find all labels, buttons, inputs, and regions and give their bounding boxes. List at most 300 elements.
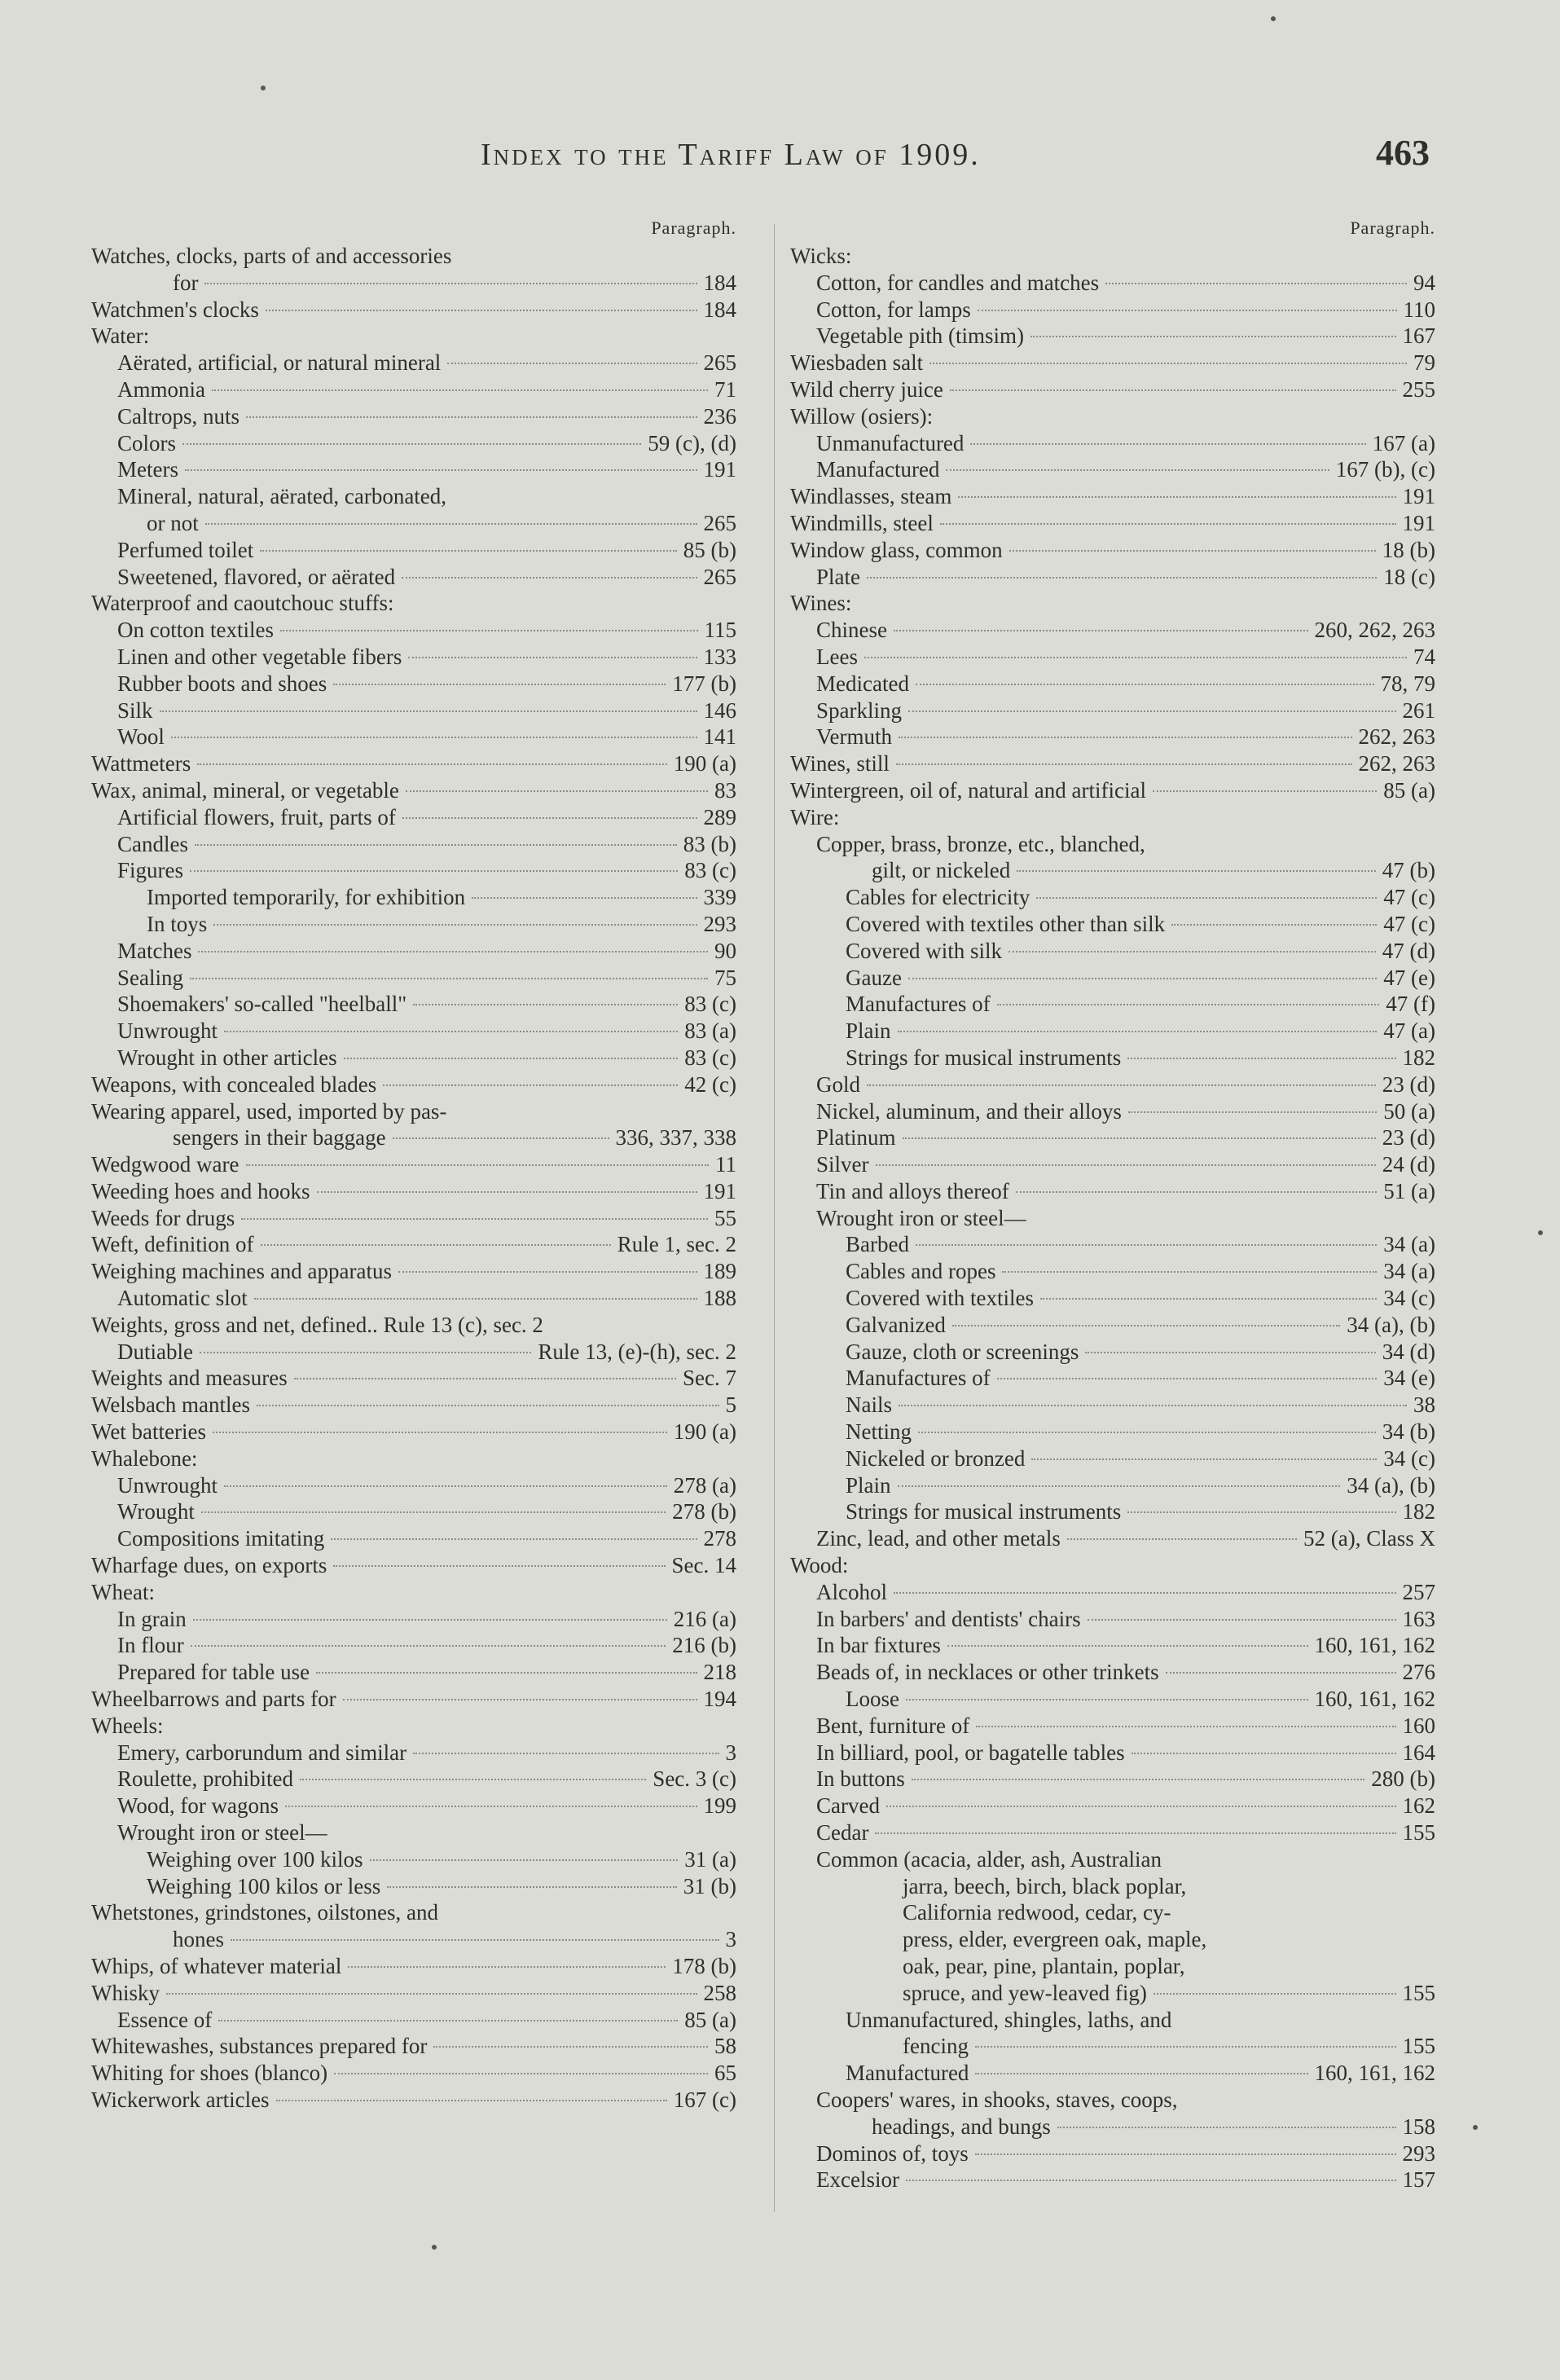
entry-term: Weights, gross and net, defined.. Rule 13 (c), sec. 2 — [91, 1312, 543, 1337]
dot-leader — [1105, 283, 1407, 284]
entry-paragraph-ref: 83 — [714, 777, 736, 803]
index-entry — [91, 1151, 743, 1178]
index-entry — [91, 1392, 743, 1419]
entry-term: Welsbach mantles — [91, 1392, 251, 1418]
entry-paragraph-ref: 265 — [703, 510, 736, 535]
dot-leader — [213, 924, 697, 926]
entry-term: Cotton, for lamps — [816, 297, 971, 322]
entry-term: Weft, definition of — [91, 1232, 254, 1257]
entry-term: California redwood, cedar, cy- — [903, 1900, 1171, 1925]
entry-term: Wrought iron or steel— — [117, 1820, 327, 1845]
index-entry — [91, 270, 743, 297]
index-entry — [790, 297, 1442, 323]
index-entry — [790, 1472, 1442, 1499]
entry-term: Sealing — [117, 965, 183, 990]
entry-term: Whitewashes, substances prepared for — [91, 2034, 428, 2059]
entry-term: hones — [173, 1927, 224, 1952]
index-entry — [790, 323, 1442, 350]
dot-leader — [946, 469, 1329, 471]
index-entry — [91, 1258, 743, 1285]
index-entry — [91, 1926, 743, 1953]
entry-paragraph-ref: 23 (d) — [1382, 1125, 1435, 1150]
index-entry — [790, 243, 1442, 270]
entry-paragraph-ref: 280 (b) — [1371, 1766, 1435, 1792]
entry-paragraph-ref: 47 (e) — [1383, 965, 1435, 990]
entry-term: Silver — [816, 1152, 869, 1177]
entry-term: Willow (osiers): — [790, 403, 934, 429]
dot-leader — [903, 1137, 1376, 1139]
entry-paragraph-ref: 74 — [1413, 644, 1435, 669]
entry-paragraph-ref: 191 — [703, 1178, 736, 1203]
index-column-left — [91, 213, 743, 2114]
dot-leader — [1031, 1458, 1377, 1460]
index-entry — [91, 1419, 743, 1445]
dot-leader — [257, 1405, 718, 1406]
dot-leader — [280, 630, 698, 631]
dot-leader — [246, 1164, 709, 1166]
dot-leader — [171, 737, 697, 738]
entry-paragraph-ref: 160, 161, 162 — [1314, 2061, 1435, 2086]
index-entry — [790, 1312, 1442, 1339]
entry-paragraph-ref: 257 — [1402, 1579, 1435, 1604]
dot-leader — [261, 1244, 611, 1246]
entry-paragraph-ref: 34 (c) — [1383, 1445, 1435, 1471]
dot-leader — [213, 1432, 667, 1433]
entry-paragraph-ref: 167 (a) — [1372, 430, 1435, 455]
dot-leader — [997, 1378, 1378, 1379]
entry-paragraph-ref: 216 (a) — [673, 1606, 736, 1631]
entry-term: gilt, or nickeled — [872, 858, 1011, 883]
entry-term: for — [173, 270, 199, 295]
dot-leader — [929, 363, 1407, 364]
entry-term: Weeds for drugs — [91, 1205, 235, 1230]
index-entry — [91, 1285, 743, 1312]
dot-leader — [331, 1538, 697, 1540]
dot-leader — [875, 1832, 1395, 1834]
dot-leader — [978, 310, 1397, 311]
entry-paragraph-ref: 85 (a) — [684, 2007, 736, 2032]
entry-paragraph-ref: 42 (c) — [684, 1071, 736, 1097]
entry-paragraph-ref: 50 (a) — [1383, 1098, 1435, 1124]
dot-leader — [906, 2180, 1396, 2181]
dot-leader — [294, 1378, 676, 1379]
index-entry — [790, 2087, 1442, 2114]
entry-term: Unmanufactured, shingles, laths, and — [846, 2007, 1172, 2032]
dot-leader — [916, 684, 1374, 685]
index-entry — [91, 1766, 743, 1793]
entry-term: Wood: — [790, 1553, 849, 1578]
dot-leader — [370, 1859, 679, 1861]
dot-leader — [975, 2153, 1396, 2155]
entry-paragraph-ref: 34 (a) — [1383, 1232, 1435, 1257]
index-entry — [91, 1445, 743, 1472]
entry-paragraph-ref: 155 — [1402, 1820, 1435, 1845]
entry-term: Weights and measures — [91, 1366, 288, 1391]
entry-paragraph-ref: 55 — [714, 1205, 736, 1230]
page-title: Index to the Tariff Law of 1909. — [481, 138, 981, 172]
entry-paragraph-ref: 276 — [1402, 1660, 1435, 1685]
entry-term: Whips, of whatever material — [91, 1954, 342, 1978]
entry-paragraph-ref: 155 — [1402, 2034, 1435, 2059]
entry-term: Unwrought — [117, 1472, 218, 1498]
dot-leader — [906, 1699, 1308, 1700]
entry-term: Weighing 100 kilos or less — [147, 1873, 381, 1898]
entry-paragraph-ref: Sec. 3 (c) — [653, 1766, 736, 1792]
dot-leader — [1030, 336, 1396, 337]
entry-term: Wedgwood ware — [91, 1152, 239, 1177]
entry-paragraph-ref: 278 (a) — [673, 1472, 736, 1498]
dot-leader — [864, 657, 1407, 658]
dot-leader — [276, 2100, 667, 2101]
dot-leader — [867, 1084, 1376, 1086]
index-entry — [790, 1151, 1442, 1178]
entry-term: Waterproof and caoutchouc stuffs: — [91, 591, 394, 616]
entry-paragraph-ref: 24 (d) — [1382, 1152, 1435, 1177]
index-entry — [91, 456, 743, 483]
entry-paragraph-ref: 191 — [1402, 510, 1435, 535]
entry-term: Platinum — [816, 1125, 896, 1150]
dot-leader — [393, 1137, 609, 1139]
dot-leader — [246, 416, 697, 418]
index-entry — [91, 1819, 743, 1846]
dot-leader — [867, 577, 1377, 579]
index-entry — [790, 2033, 1442, 2060]
index-entry — [91, 1953, 743, 1980]
entry-paragraph-ref: 85 (b) — [683, 537, 736, 562]
index-entry — [91, 911, 743, 938]
entry-paragraph-ref: Sec. 14 — [671, 1553, 736, 1578]
dot-leader — [1009, 550, 1376, 552]
index-entry — [91, 831, 743, 858]
entry-term: Compositions imitating — [117, 1526, 325, 1551]
entry-paragraph-ref: 260, 262, 263 — [1314, 618, 1435, 643]
index-entry — [91, 617, 743, 644]
dot-leader — [472, 897, 697, 899]
index-entry — [790, 697, 1442, 724]
entry-paragraph-ref: 163 — [1402, 1606, 1435, 1631]
entry-paragraph-ref: 51 (a) — [1383, 1178, 1435, 1203]
entry-term: Zinc, lead, and other metals — [816, 1526, 1061, 1551]
entry-paragraph-ref: 47 (b) — [1382, 858, 1435, 883]
entry-paragraph-ref: 90 — [714, 938, 736, 963]
entry-term: Meters — [117, 457, 178, 482]
index-entry — [790, 376, 1442, 403]
entry-term: In bar fixtures — [816, 1633, 941, 1658]
dot-leader — [908, 710, 1396, 712]
dot-leader — [1088, 1619, 1396, 1621]
index-entry — [91, 1312, 743, 1339]
entry-term: In barbers' and dentists' chairs — [816, 1606, 1081, 1631]
entry-term: Dominos of, toys — [816, 2140, 969, 2166]
entry-term: Copper, brass, bronze, etc., blanched, — [816, 831, 1145, 856]
dot-leader — [224, 1485, 667, 1487]
dot-leader — [190, 978, 708, 979]
index-entry — [91, 1045, 743, 1071]
index-entry — [790, 2140, 1442, 2167]
index-entries — [790, 243, 1442, 2193]
entry-term: In grain — [117, 1606, 187, 1631]
paper-speck — [1271, 16, 1276, 21]
entry-term: Weeding hoes and hooks — [91, 1178, 310, 1203]
index-entries — [91, 243, 743, 2114]
dot-leader — [886, 1806, 1396, 1807]
entry-paragraph-ref: 83 (a) — [684, 1018, 736, 1044]
dot-leader — [894, 1592, 1396, 1594]
entry-paragraph-ref: 3 — [725, 1927, 736, 1952]
entry-paragraph-ref: 189 — [703, 1259, 736, 1284]
dot-leader — [231, 1939, 719, 1941]
entry-term: Window glass, common — [790, 537, 1003, 562]
entry-paragraph-ref: 23 (d) — [1382, 1071, 1435, 1097]
entry-term: sengers in their baggage — [173, 1125, 386, 1150]
dot-leader — [190, 870, 678, 872]
entry-term: Covered with textiles other than silk — [846, 911, 1166, 936]
entry-term: Weighing over 100 kilos — [147, 1846, 363, 1872]
dot-leader — [1040, 1298, 1377, 1300]
entry-term: Imported temporarily, for exhibition — [147, 885, 466, 910]
entry-paragraph-ref: 34 (a) — [1383, 1259, 1435, 1284]
index-entry — [91, 483, 743, 510]
dot-leader — [160, 710, 697, 712]
index-entry — [91, 2060, 743, 2087]
entry-paragraph-ref: 184 — [703, 297, 736, 322]
entry-paragraph-ref: 293 — [703, 911, 736, 936]
entry-term: Wrought iron or steel— — [816, 1205, 1026, 1230]
index-entry — [790, 777, 1442, 804]
index-entry — [91, 697, 743, 724]
entry-term: Nails — [846, 1392, 892, 1418]
entry-term: fencing — [903, 2034, 969, 2059]
dot-leader — [1153, 790, 1377, 792]
entry-term: Unwrought — [117, 1018, 218, 1044]
entry-paragraph-ref: 34 (b) — [1382, 1419, 1435, 1445]
entry-paragraph-ref: 71 — [714, 376, 736, 402]
entry-term: Wines: — [790, 591, 852, 616]
entry-term: Wheels: — [91, 1713, 164, 1738]
index-entry — [91, 376, 743, 403]
entry-term: or not — [147, 510, 199, 535]
entry-term: Wet batteries — [91, 1419, 207, 1445]
dot-leader — [896, 763, 1352, 765]
entry-paragraph-ref: 38 — [1413, 1392, 1435, 1418]
entry-term: Carved — [816, 1793, 880, 1819]
index-entry — [790, 617, 1442, 644]
entry-term: Nickeled or bronzed — [846, 1445, 1026, 1471]
index-entry — [790, 2060, 1442, 2087]
index-entry — [790, 2007, 1442, 2034]
entry-term: Covered with textiles — [846, 1286, 1034, 1311]
index-entry — [91, 2087, 743, 2114]
dot-leader — [195, 844, 677, 846]
entry-paragraph-ref: 5 — [725, 1392, 736, 1418]
dot-leader — [433, 2046, 708, 2048]
paper-speck — [432, 2245, 437, 2250]
index-entry — [91, 323, 743, 350]
index-entry — [790, 590, 1442, 617]
dot-leader — [191, 1645, 666, 1647]
entry-paragraph-ref: 47 (c) — [1383, 885, 1435, 910]
dot-leader — [193, 1619, 667, 1621]
index-entry — [790, 1071, 1442, 1098]
index-entry — [91, 243, 743, 270]
column-heading: Paragraph. — [651, 218, 736, 238]
column-divider — [774, 224, 775, 2212]
entry-paragraph-ref: 158 — [1402, 2114, 1435, 2139]
entry-term: Plain — [846, 1018, 891, 1044]
index-entry — [790, 1793, 1442, 1819]
page-number: 463 — [1376, 133, 1430, 173]
entry-term: Netting — [846, 1419, 912, 1445]
entry-term: Wheat: — [91, 1579, 155, 1604]
entry-term: Prepared for table use — [117, 1660, 310, 1685]
entry-term: jarra, beech, birch, black poplar, — [903, 1873, 1187, 1898]
index-entry — [91, 403, 743, 430]
index-entry — [91, 777, 743, 804]
paper-speck — [1538, 1230, 1543, 1235]
entry-term: oak, pear, pine, plantain, poplar, — [903, 1954, 1185, 1978]
index-entry — [790, 1766, 1442, 1793]
index-entry — [91, 1899, 743, 1926]
entry-term: Perfumed toilet — [117, 537, 254, 562]
index-entry — [91, 857, 743, 884]
index-entry — [790, 671, 1442, 697]
entry-paragraph-ref: 83 (c) — [684, 858, 736, 883]
entry-paragraph-ref: 18 (b) — [1382, 537, 1435, 562]
index-entry — [91, 1980, 743, 2007]
dot-leader — [1009, 951, 1376, 952]
entry-term: Coopers' wares, in shooks, staves, coops, — [816, 2087, 1178, 2112]
entry-paragraph-ref: 18 (c) — [1383, 564, 1435, 589]
entry-term: Linen and other vegetable fibers — [117, 644, 402, 669]
dot-leader — [1132, 1753, 1396, 1754]
entry-paragraph-ref: Rule 13, (e)-(h), sec. 2 — [538, 1339, 736, 1364]
index-entry — [91, 2033, 743, 2060]
index-entry — [91, 938, 743, 965]
index-entry — [790, 1713, 1442, 1740]
entry-term: Dutiable — [117, 1339, 193, 1364]
entry-paragraph-ref: 236 — [703, 403, 736, 429]
entry-term: In toys — [147, 911, 208, 936]
entry-term: Whetstones, grindstones, oilstones, and — [91, 1900, 438, 1925]
entry-term: Wax, animal, mineral, or vegetable — [91, 777, 399, 803]
index-entry — [91, 750, 743, 777]
entry-term: Cedar — [816, 1820, 869, 1845]
entry-term: Wood, for wagons — [117, 1793, 279, 1819]
entry-paragraph-ref: 155 — [1402, 1980, 1435, 2005]
entry-paragraph-ref: 278 (b) — [672, 1499, 736, 1524]
dot-leader — [300, 1779, 646, 1780]
entry-term: Tin and alloys thereof — [816, 1178, 1009, 1203]
entry-term: Wearing apparel, used, imported by pas- — [91, 1098, 447, 1124]
entry-paragraph-ref: 190 (a) — [673, 1419, 736, 1445]
dot-leader — [260, 550, 677, 552]
entry-paragraph-ref: 75 — [714, 965, 736, 990]
dot-leader — [975, 2046, 1396, 2048]
entry-paragraph-ref: 188 — [703, 1286, 736, 1311]
dot-leader — [1166, 1672, 1396, 1674]
entry-paragraph-ref: 34 (e) — [1383, 1366, 1435, 1391]
index-entry — [790, 1953, 1442, 1980]
entry-paragraph-ref: 184 — [703, 270, 736, 295]
index-entry — [91, 2007, 743, 2034]
entry-term: In buttons — [816, 1766, 905, 1792]
dot-leader — [1036, 897, 1377, 899]
index-entry — [91, 1071, 743, 1098]
index-entry — [91, 1498, 743, 1525]
entry-term: Unmanufactured — [816, 430, 965, 455]
entry-term: Covered with silk — [846, 938, 1002, 963]
index-entry — [91, 564, 743, 591]
index-entry — [790, 1392, 1442, 1419]
index-entry — [91, 965, 743, 992]
dot-leader — [218, 2020, 678, 2021]
index-entry — [790, 430, 1442, 457]
entry-term: Manufactures of — [846, 1366, 991, 1391]
dot-leader — [285, 1806, 697, 1807]
index-entry — [790, 483, 1442, 510]
index-entry — [91, 1525, 743, 1552]
dot-leader — [899, 1405, 1407, 1406]
entry-paragraph-ref: 52 (a), Class X — [1303, 1526, 1435, 1551]
entry-term: Wild cherry juice — [790, 376, 943, 402]
entry-term: Gold — [816, 1071, 860, 1097]
entry-term: Barbed — [846, 1232, 909, 1257]
index-entry — [790, 403, 1442, 430]
index-entry — [790, 1926, 1442, 1953]
entry-term: Rubber boots and shoes — [117, 671, 327, 696]
index-entry — [91, 1846, 743, 1873]
paper-speck — [261, 86, 266, 90]
index-entry — [91, 1632, 743, 1659]
entry-term: Wickerwork articles — [91, 2087, 270, 2112]
entry-term: Matches — [117, 938, 192, 963]
entry-term: Wicks: — [790, 244, 852, 268]
entry-paragraph-ref: 167 (c) — [673, 2087, 736, 2112]
entry-term: Manufactured — [816, 457, 940, 482]
entry-term: Figures — [117, 858, 183, 883]
dot-leader — [408, 657, 697, 658]
entry-paragraph-ref: 110 — [1403, 297, 1435, 322]
index-entry — [790, 1659, 1442, 1686]
index-entry — [91, 671, 743, 697]
entry-term: Whalebone: — [91, 1445, 198, 1471]
index-entry — [790, 1419, 1442, 1445]
index-entry — [790, 564, 1442, 591]
dot-leader — [398, 1271, 697, 1273]
entry-paragraph-ref: 34 (a), (b) — [1347, 1472, 1435, 1498]
entry-paragraph-ref: 190 (a) — [673, 751, 736, 776]
index-entry — [790, 456, 1442, 483]
index-entry — [91, 1178, 743, 1205]
entry-term: Sweetened, flavored, or aërated — [117, 564, 396, 589]
entry-paragraph-ref: 216 (b) — [672, 1633, 736, 1658]
entry-term: Automatic slot — [117, 1286, 248, 1311]
index-entry — [91, 1606, 743, 1633]
entry-term: press, elder, evergreen oak, maple, — [903, 1927, 1207, 1952]
index-entry — [790, 1339, 1442, 1366]
entry-term: Nickel, aluminum, and their alloys — [816, 1098, 1122, 1124]
index-entry — [91, 1124, 743, 1151]
entry-term: Plain — [846, 1472, 891, 1498]
entry-paragraph-ref: 289 — [703, 804, 736, 829]
entry-term: Emery, carborundum and similar — [117, 1740, 407, 1765]
dot-leader — [387, 1886, 676, 1888]
entry-term: Wrought — [117, 1499, 195, 1524]
entry-term: Ammonia — [117, 376, 205, 402]
entry-term: Cotton, for candles and matches — [816, 270, 1100, 295]
dot-leader — [1127, 1511, 1395, 1513]
dot-leader — [254, 1298, 697, 1300]
